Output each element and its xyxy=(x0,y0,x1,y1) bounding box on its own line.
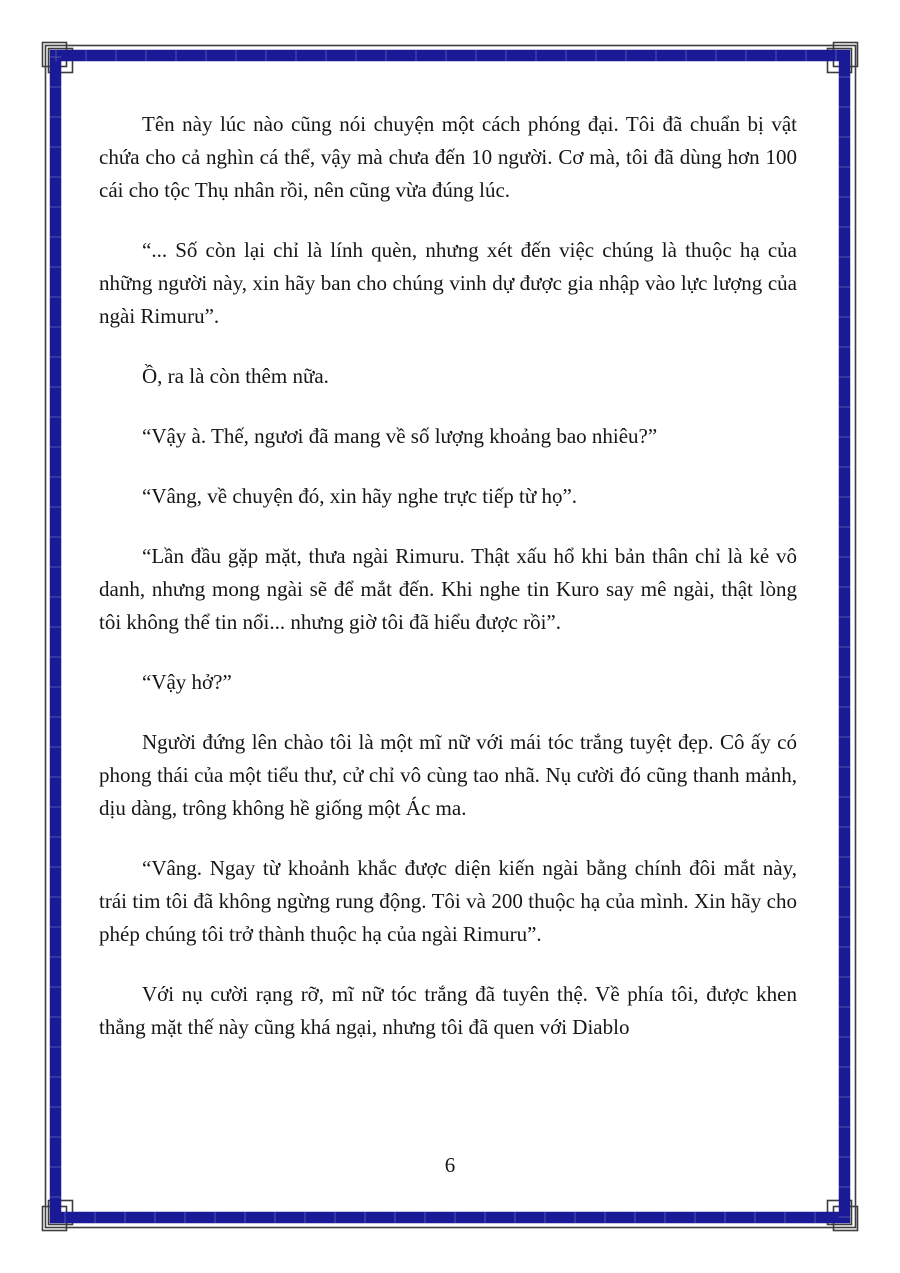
paragraph-narration: Ồ, ra là còn thêm nữa. xyxy=(142,364,329,388)
paragraph-dialogue: “Vậy à. Thế, ngươi đã mang về số lượng khoảng bao nhiêu?” xyxy=(142,424,658,448)
corner-ornament-top-left-outer xyxy=(43,43,67,67)
paragraph-narration: Tên này lúc nào cũng nói chuyện một cách phóng đại. Tôi đã chuẩn bị vật chứa cho cả nghìn cá thể, vậy mà chưa đến 10 người. Cơ mà, tôi đã dùng hơn 100 cái cho tộc Thụ nhân rồi, nên cũng vừa đúng lúc. xyxy=(99,112,797,202)
corner-ornament-bottom-left-outer xyxy=(43,1207,67,1231)
corner-ornament-top-right-outer xyxy=(834,43,858,67)
corner-ornament-top-left-inner xyxy=(49,49,73,73)
paragraph-dialogue: “Lần đầu gặp mặt, thưa ngài Rimuru. Thật xấu hổ khi bản thân chỉ là kẻ vô danh, nhưng mong ngài sẽ để mắt đến. Khi nghe tin Kuro say mê ngài, thật lòng tôi không thể tin nổi... nhưng giờ tôi đã hiểu được rồi”. xyxy=(99,544,797,634)
corner-ornament-bottom-right-inner xyxy=(828,1201,852,1225)
paragraph-dialogue: “Vâng. Ngay từ khoảnh khắc được diện kiến ngài bằng chính đôi mắt này, trái tim tôi đã không ngừng rung động. Tôi và 200 thuộc hạ của mình. Xin hãy cho phép chúng tôi trở thành thuộc hạ của ngài Rimuru”. xyxy=(99,856,797,946)
page-text xyxy=(99,108,797,1071)
page-number: 6 xyxy=(444,1153,456,1177)
paragraph-narration: Người đứng lên chào tôi là một mĩ nữ với mái tóc trắng tuyệt đẹp. Cô ấy có phong thái của một tiểu thư, cử chỉ vô cùng tao nhã. Nụ cười đó cũng thanh mảnh, dịu dàng, trông không hề giống một Ác ma. xyxy=(99,730,797,820)
corner-ornament-bottom-left-inner xyxy=(49,1201,73,1225)
paragraph-dialogue: “Vậy hở?” xyxy=(142,670,232,694)
corner-ornament-bottom-right-outer xyxy=(834,1207,858,1231)
paragraph-narration: Với nụ cười rạng rỡ, mĩ nữ tóc trắng đã tuyên thệ. Về phía tôi, được khen thẳng mặt thế này cũng khá ngại, nhưng tôi đã quen với Diablo xyxy=(99,982,797,1039)
paragraph-dialogue: “Vâng, về chuyện đó, xin hãy nghe trực tiếp từ họ”. xyxy=(142,484,578,508)
paragraph-dialogue: “... Số còn lại chỉ là lính quèn, nhưng xét đến việc chúng là thuộc hạ của những người này, xin hãy ban cho chúng vinh dự được gia nhập vào lực lượng của ngài Rimuru”. xyxy=(99,238,797,328)
corner-ornament-top-right-inner xyxy=(828,49,852,73)
